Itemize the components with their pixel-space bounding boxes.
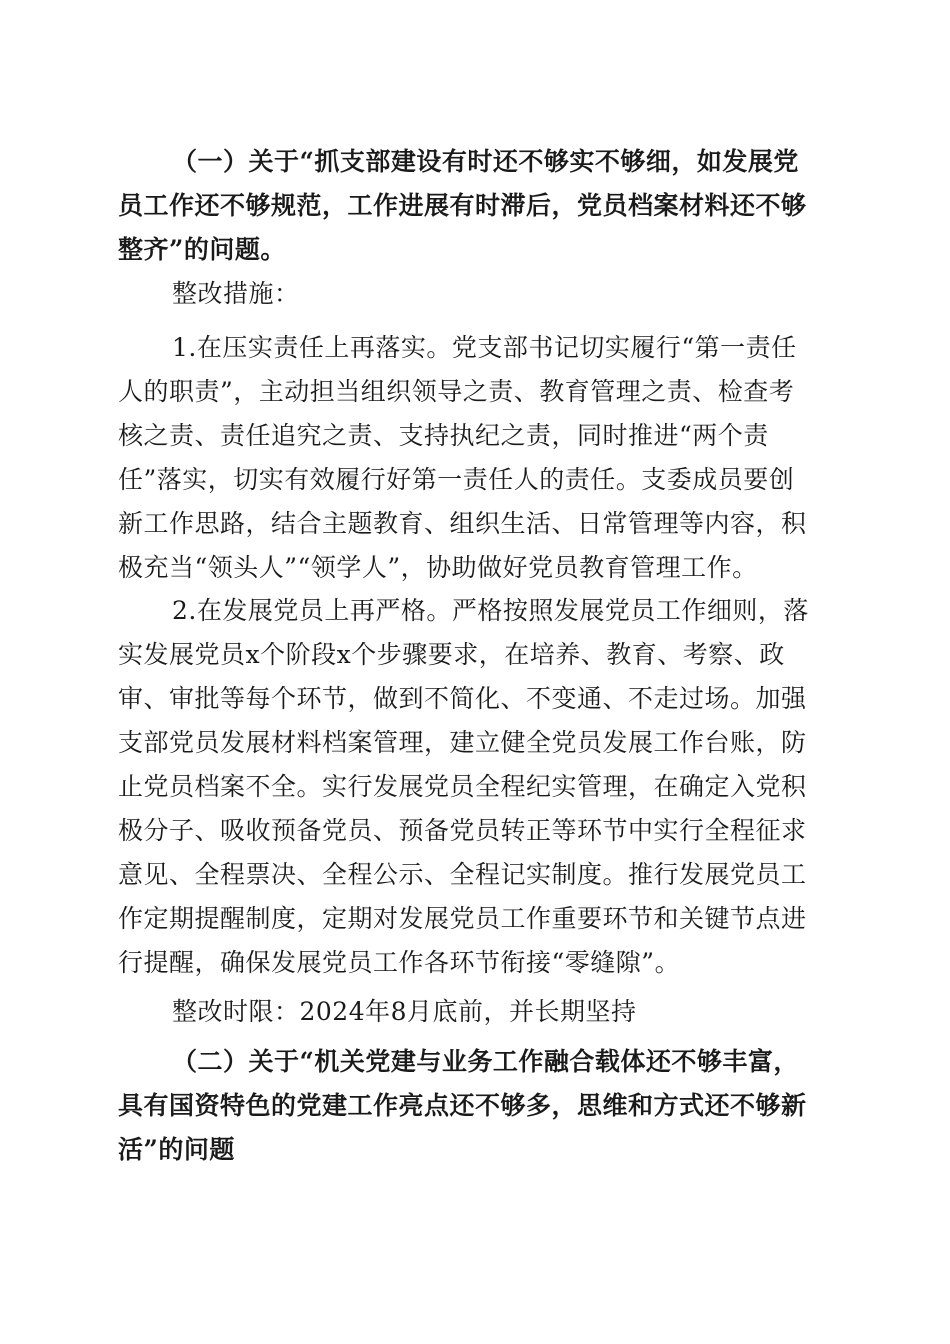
- item2-line-2: 实发展党员x个阶段x个步骤要求，在培养、教育、考察、政: [118, 640, 785, 669]
- item2-line-8: 作定期提醒制度，定期对发展党员工作重要环节和关键节点进: [118, 904, 807, 933]
- item1-line-4: 任”落实，切实有效履行好第一责任人的责任。支委成员要创: [118, 465, 795, 494]
- measures-label: 整改措施：: [172, 279, 300, 308]
- item1-line-5: 新工作思路，结合主题教育、组织生活、日常管理等内容，积: [118, 509, 807, 538]
- item1-line-6: 极充当“领头人”“领学人”，协助做好党员教育管理工作。: [118, 553, 758, 582]
- item2-line-1: 2.在发展党员上再严格。严格按照发展党员工作细则，落: [172, 596, 809, 625]
- section2-heading-line-2: 具有国资特色的党建工作亮点还不够多，思维和方式还不够新: [118, 1091, 807, 1120]
- item1-line-1: 1.在压实责任上再落实。党支部书记切实履行“第一责任: [172, 333, 797, 362]
- section2-heading-line-3: 活”的问题: [118, 1135, 235, 1164]
- item1-line-3: 核之责、责任追究之责、支持执纪之责，同时推进“两个责: [118, 421, 769, 450]
- deadline-text: 整改时限：2024年8月底前，并长期坚持: [172, 997, 637, 1026]
- item1-line-2: 人的职责”，主动担当组织领导之责、教育管理之责、检查考: [118, 377, 795, 406]
- item2-line-3: 审、审批等每个环节，做到不简化、不变通、不走过场。加强: [118, 684, 807, 713]
- item2-line-7: 意见、全程票决、全程公示、全程记实制度。推行发展党员工: [118, 860, 807, 889]
- section2-heading-line-1: （二）关于“机关党建与业务工作融合载体还不够丰富，: [172, 1047, 799, 1076]
- item2-line-5: 止党员档案不全。实行发展党员全程纪实管理，在确定入党积: [118, 772, 807, 801]
- section1-heading-line-2: 员工作还不够规范，工作进展有时滞后，党员档案材料还不够: [118, 191, 807, 220]
- item2-line-4: 支部党员发展材料档案管理，建立健全党员发展工作台账，防: [118, 728, 807, 757]
- item2-line-9: 行提醒，确保发展党员工作各环节衔接“零缝隙”。: [118, 948, 681, 977]
- section1-heading-line-1: （一）关于“抓支部建设有时还不够实不够细，如发展党: [172, 147, 799, 176]
- item2-line-6: 极分子、吸收预备党员、预备党员转正等环节中实行全程征求: [118, 816, 807, 845]
- section1-heading-line-3: 整齐”的问题。: [118, 235, 286, 264]
